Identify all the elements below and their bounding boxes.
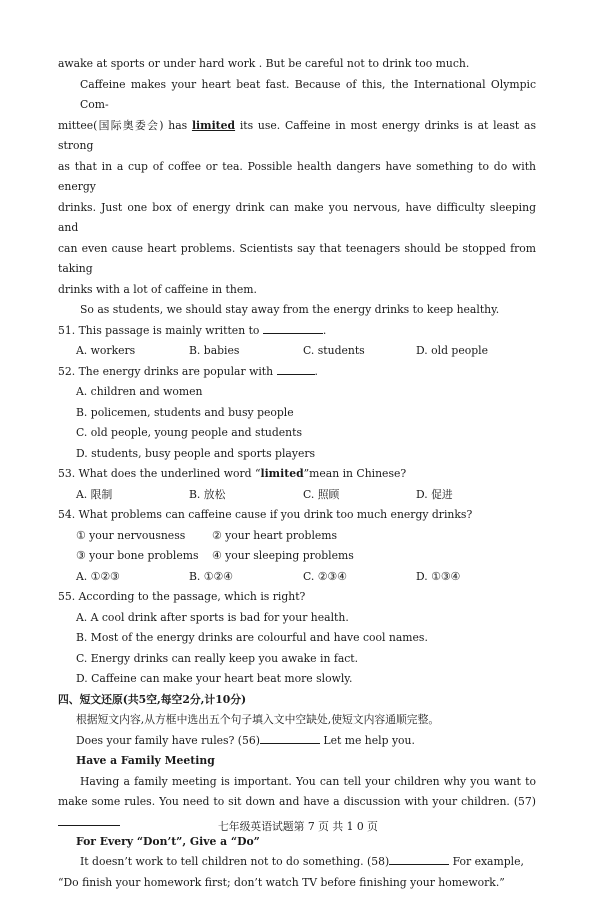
passage-line [58, 731, 536, 752]
passage-line: drinks with a lot of caffeine in them. [58, 282, 257, 296]
option-c: C. 照顾 [303, 487, 340, 501]
option-b: B. ①②④ [189, 569, 233, 583]
statement-3: ③ your bone problems [76, 549, 199, 562]
passage-text: Does your family have rules? (56) [76, 733, 260, 747]
passage-text: Let me help you. [319, 733, 415, 747]
statement-2: ② your heart problems [212, 528, 338, 542]
section-instruction: 根据短文内容,从方框中选出五个句子填入文中空缺处,使短文内容通顺完整。 [76, 713, 440, 726]
stem-text: ”mean in Chinese? [303, 467, 407, 480]
stem-end: . [314, 364, 318, 378]
stem-text: 51. This passage is mainly written to [58, 323, 260, 337]
option-a: A. ①②③ [76, 569, 120, 583]
question-53-options [58, 485, 536, 506]
underlined-word: limited [191, 118, 236, 132]
question-53-stem [58, 464, 536, 485]
option-d: D. 促进 [416, 487, 453, 501]
option-c: C. students [303, 344, 365, 357]
option-b: B. 放松 [189, 487, 226, 501]
option-c: C. ②③④ [303, 569, 347, 583]
option-a: A. children and women [76, 385, 203, 398]
passage-heading: Have a Family Meeting [76, 754, 215, 767]
option-b: B. babies [189, 344, 240, 357]
option-d: D. ①③④ [416, 569, 461, 583]
question-54-stem: 54. What problems can caffeine cause if you drink too much energy drinks? [58, 508, 473, 521]
question-51-options [58, 341, 536, 362]
question-54-options [58, 567, 536, 588]
answer-blank [260, 731, 320, 744]
statement-4: ④ your sleeping problems [212, 549, 354, 562]
stem-end: . [322, 323, 327, 337]
option-a: A. workers [76, 344, 136, 357]
passage-text: For example, [449, 855, 524, 868]
option-d: D. students, busy people and sports players [76, 446, 316, 460]
passage-line: “Do finish your homework first; don’t watch TV before finishing your homework.” [58, 875, 505, 889]
statement-row [58, 546, 536, 567]
option-b: B. policemen, students and busy people [76, 405, 294, 419]
option-c: C. Energy drinks can really keep you awake in fact. [76, 651, 359, 665]
section-title: 四、短文还原(共5空,每空2分,计10分) [58, 692, 247, 706]
option-a: A. A cool drink after sports is bad for your health. [76, 610, 349, 624]
passage-line: make some rules. You need to sit down and have a discussion with your children. (57) [58, 795, 536, 808]
passage-line: can even cause heart problems. Scientists say that teenagers should be stopped from taking [58, 241, 536, 275]
passage-line: as that in a cup of coffee or tea. Possible health dangers have something to do with energy [58, 159, 536, 193]
statement-row [58, 526, 536, 547]
question-51-stem [58, 321, 536, 342]
option-d: D. old people [416, 344, 488, 357]
answer-blank [277, 362, 315, 375]
option-b: B. Most of the energy drinks are colourful and have cool names. [76, 631, 428, 644]
statement-1: ① your nervousness [76, 528, 186, 542]
passage-text: mittee(国际奥委会) has [58, 118, 192, 132]
passage-line [58, 852, 536, 873]
quoted-word: limited [260, 467, 304, 480]
passage-line: drinks. Just one box of energy drink can make you nervous, have difficulty sleeping and [58, 200, 536, 234]
passage-text: its use. Caffeine in most energy drinks is at least as strong [58, 118, 536, 152]
page-footer: 七年级英语试题第 7 页 共 1 0 页 [218, 820, 378, 833]
passage-line: awake at sports or under hard work . But be careful not to drink too much. [58, 57, 470, 70]
option-a: A. 限制 [76, 487, 113, 501]
passage-line [58, 116, 536, 157]
option-c: C. old people, young people and students [76, 426, 302, 439]
option-d: D. Caffeine can make your heart beat more slowly. [76, 672, 353, 685]
question-52-stem [58, 362, 536, 383]
passage-line: Having a family meeting is important. You can tell your children why you want to [80, 774, 536, 788]
answer-blank [389, 852, 449, 865]
question-55-stem: 55. According to the passage, which is right? [58, 590, 306, 603]
stem-text: 52. The energy drinks are popular with [58, 364, 274, 378]
stem-text: 53. What does the underlined word “ [58, 467, 261, 480]
answer-blank [263, 321, 323, 334]
passage-heading: For Every “Don’t”, Give a “Do” [76, 834, 260, 848]
passage-line: Caffeine makes your heart beat fast. Because of this, the International Olympic Com- [80, 77, 536, 111]
passage-line: So as students, we should stay away from the energy drinks to keep healthy. [80, 303, 500, 316]
passage-text: It doesn’t work to tell children not to do something. (58) [80, 855, 390, 868]
exam-page [58, 54, 536, 893]
